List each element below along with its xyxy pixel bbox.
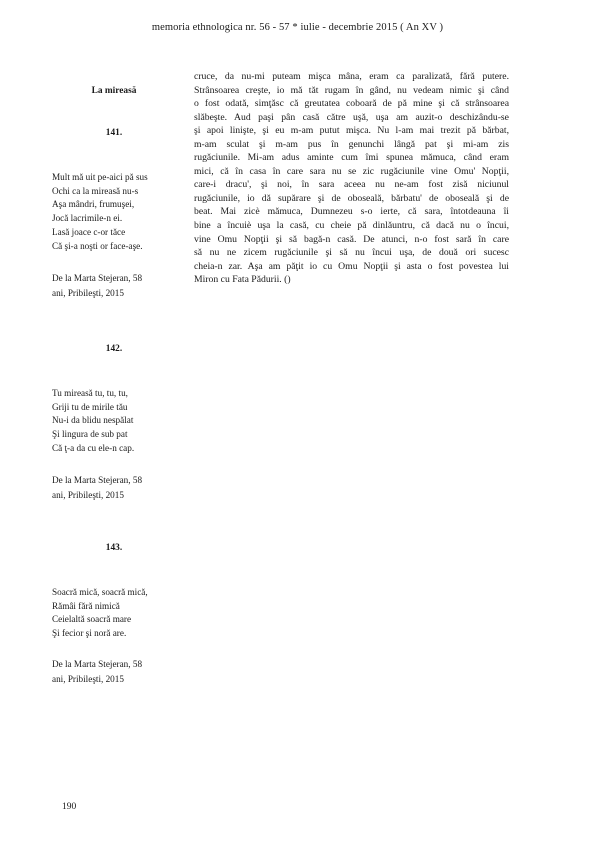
story-line: slăbeşte. Aud paşi pân casă către uşă, uşa am auzit-o deschizându-se xyxy=(194,111,509,123)
story-line: să nu ne zicem rugăciunile şi să nu încui uşa, de două ori sucesc xyxy=(194,247,509,259)
poem-141 xyxy=(52,171,148,253)
page-number: 190 xyxy=(62,802,77,812)
story-line: Miron cu Fata Pădurii. () xyxy=(194,274,291,286)
source-line: ani, Pribileşti, 2015 xyxy=(52,673,124,684)
poem-line: Şi fecior şi noră are. xyxy=(52,628,127,639)
poem-line: Mult mă uit pe-aici pă sus xyxy=(52,172,148,182)
poem-line: Rămâi fără nimică xyxy=(52,600,120,611)
source-line: ani, Pribileşti, 2015 xyxy=(52,287,124,298)
story-line: rugăciunile, io dă supărare şi de oboseală, bărbatu' de oboseală şi de xyxy=(194,192,509,204)
poem-143 xyxy=(52,586,148,641)
poem-141-source xyxy=(52,271,142,300)
poem-line: Tu mireasă tu, tu, tu, xyxy=(52,388,128,398)
running-header: memoria ethnologica nr. 56 - 57 * iulie - decembrie 2015 ( An XV ) xyxy=(151,22,444,33)
poem-line: Ceielaltă soacră mare xyxy=(52,614,132,625)
story-line: Strânsoarea creşte, io mă tăt rugam în gând, nu vedeam nimic şi când xyxy=(194,84,509,96)
story-line: rugăciunile. Mi-am adus aminte cum îmi spunea mămuca, când eram xyxy=(194,152,509,164)
source-line: ani, Pribileşti, 2015 xyxy=(52,489,124,500)
poem-number-141: 141. xyxy=(105,128,123,138)
poem-142-source xyxy=(52,473,142,502)
story-line: şi apoi linişte, şi eu m-am putut mişca. Nu l-am mai trezit pă bărbat, xyxy=(194,125,509,137)
story-text xyxy=(194,70,509,287)
poem-line: Soacră mică, soacră mică, xyxy=(52,587,148,597)
story-line: cruce, da nu-mi puteam mişca mâna, eram ca paralizată, fără putere. xyxy=(194,71,509,82)
poem-line: Lasă joace c-or tăce xyxy=(52,226,126,237)
poem-143-source xyxy=(52,657,142,686)
poem-line: Şi lingura de sub pat xyxy=(52,429,128,440)
source-line: De la Marta Stejeran, 58 xyxy=(52,273,143,283)
story-line: m-am sculat şi m-am pus în genunchi lângă pat şi mi-am zis xyxy=(194,138,509,150)
story-line: cheia-n zar. Aşa am păţit io cu Omu Nopţii şi asta o fost povestea lui xyxy=(194,260,509,272)
story-line: bine a încuiè uşa la casă, cu cheie pă dinlăuntru, că dacă nu o încui, xyxy=(194,220,509,232)
story-line: care-i dracu', şi noi, în sara aceea nu ne-am fost zisă niciunul xyxy=(194,179,509,191)
poem-line: Aşa mândri, frumuşei, xyxy=(52,199,135,210)
poem-line: Nu-i da blidu nespălat xyxy=(52,415,134,426)
poem-number-143: 143. xyxy=(105,543,123,553)
poem-line: Că şi-a noşti or face-aşe. xyxy=(52,240,143,251)
poem-number-142: 142. xyxy=(105,344,123,354)
story-line: vine Omu Nopţii şi să bagă-n casă. De atunci, n-o fost sară în care xyxy=(194,233,509,245)
story-line: beat. Mai zicè mămuca, Dumnezeu s-o ierte, că sara, întotdeauna îi xyxy=(194,206,509,218)
poem-line: Că ţ-a da cu ele-n cap. xyxy=(52,442,135,453)
section-title: La mireasă xyxy=(91,86,137,96)
story-line: mici, că în casa în care sara nu se zic rugăciunile vine Omu' Nopţii, xyxy=(194,165,509,177)
source-line: De la Marta Stejeran, 58 xyxy=(52,475,143,485)
story-line: o fost odată, simţăsc că greutatea coboară de pă mine şi că strânsoarea xyxy=(194,98,509,110)
poem-142 xyxy=(52,387,134,456)
poem-line: Griji tu de mirile tău xyxy=(52,401,128,412)
source-line: De la Marta Stejeran, 58 xyxy=(52,659,143,669)
poem-line: Jocă lacrimile-n ei. xyxy=(52,213,123,224)
poem-line: Ochi ca la mireasă nu-s xyxy=(52,185,139,196)
